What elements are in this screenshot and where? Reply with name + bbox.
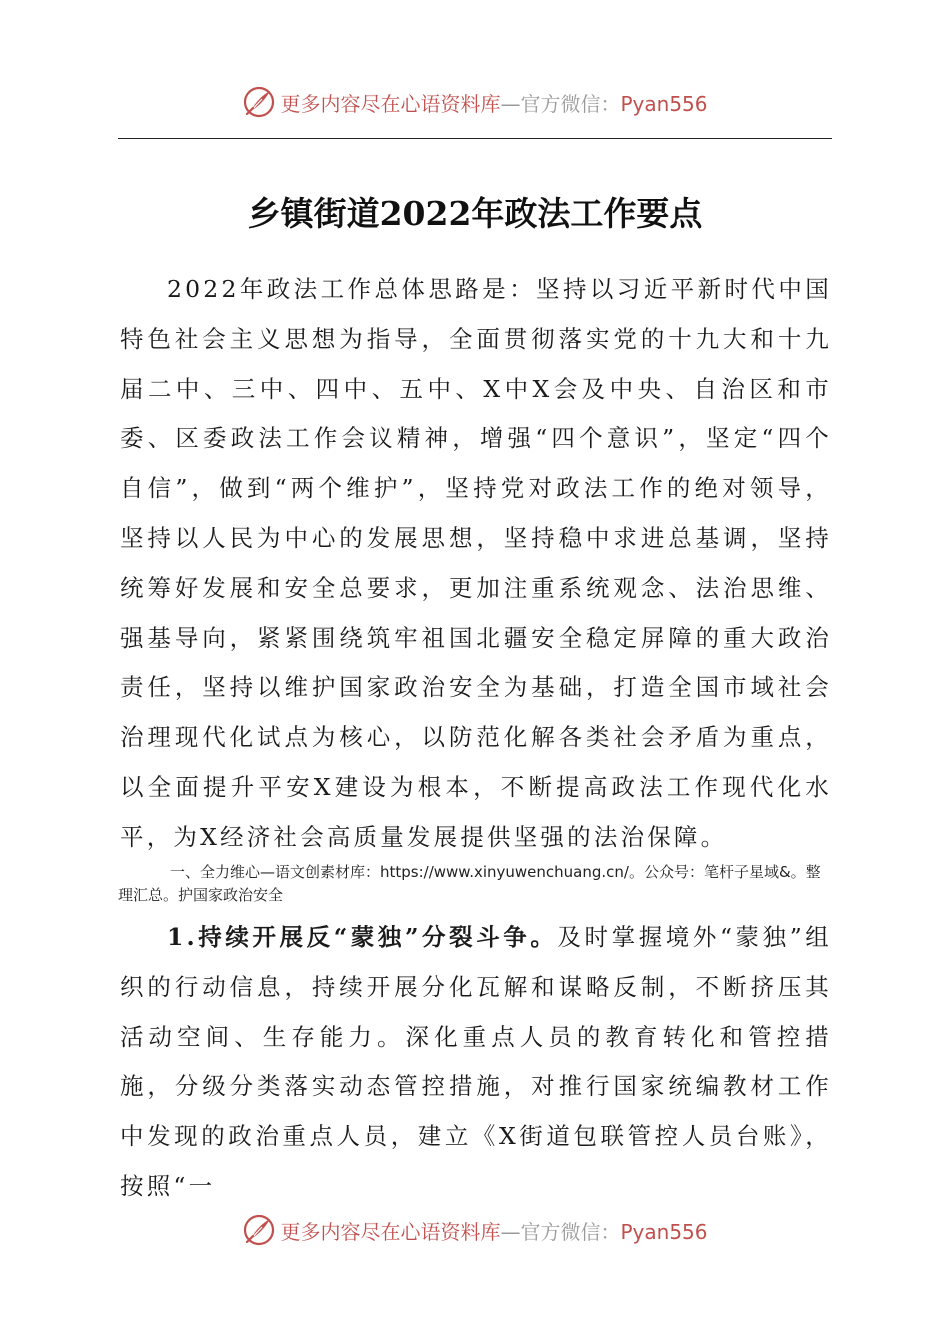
- footer-banner-dash: —: [500, 1219, 521, 1244]
- feather-pen-logo-icon: [242, 85, 276, 119]
- header-banner-main: 更多内容尽在心语资料库: [280, 91, 501, 116]
- feather-pen-logo-icon: [242, 1213, 276, 1247]
- footer-banner: [0, 1210, 950, 1250]
- footer-banner-main: 更多内容尽在心语资料库: [280, 1219, 501, 1244]
- intro-paragraph: 2022年政法工作总体思路是：坚持以习近平新时代中国特色社会主义思想为指导，全面贯彻落实党的十九大和十九届二中、三中、四中、五中、X中X会及中央、自治区和市委、区委政法工作会议精神，增强“四个意识”，坚定“四个自信”，做到“两个维护”，坚持党对政法工作的绝对领导，坚持以人民为中心的发展思想，坚持稳中求进总基调，坚持统筹好发展和安全总要求，更加注重系统观念、法治思维、强基导向，紧紧围绕筑牢祖国北疆安全稳定屏障的重大政治责任，坚持以维护国家政治安全为基础，打造全国市域社会治理现代化试点为核心，以防范化解各类社会矛盾为重点，以全面提升平安X建设为根本，不断提高政法工作现代化水平，为X经济社会高质量发展提供坚强的法治保障。: [120, 275, 832, 851]
- footer-wechat-label: 官方微信：: [520, 1219, 621, 1244]
- footer-banner-text: [280, 1216, 707, 1245]
- header-divider: [118, 138, 832, 139]
- item-1-body: 及时掌握境外“蒙独”组织的行动信息，持续开展分化瓦解和谋略反制，不断挤压其活动空间、生存能力。深化重点人员的教育转化和管控措施，分级分类落实动态管控措施，对推行国家统编教材工作中发现的政治重点人员，建立《X街道包联管控人员台账》，按照“一: [120, 923, 832, 1200]
- header-banner-text: [280, 88, 707, 117]
- header-wechat-id: Pyan556: [620, 91, 708, 116]
- section-heading-note: 一、全力维心—语文创素材库：https://www.xinyuwenchuang.cn/。公众号：笔杆子星域&。整理汇总。护国家政治安全: [118, 863, 821, 904]
- item-1-paragraph: [120, 913, 832, 1212]
- header-wechat-label: 官方微信：: [520, 91, 621, 116]
- item-1-lead: 1.持续开展反“蒙独”分裂斗争。: [167, 923, 558, 951]
- header-banner: [0, 82, 950, 122]
- footer-wechat-id: Pyan556: [620, 1219, 708, 1244]
- document-title: 乡镇街道2022年政法工作要点: [247, 194, 703, 233]
- header-banner-dash: —: [500, 91, 521, 116]
